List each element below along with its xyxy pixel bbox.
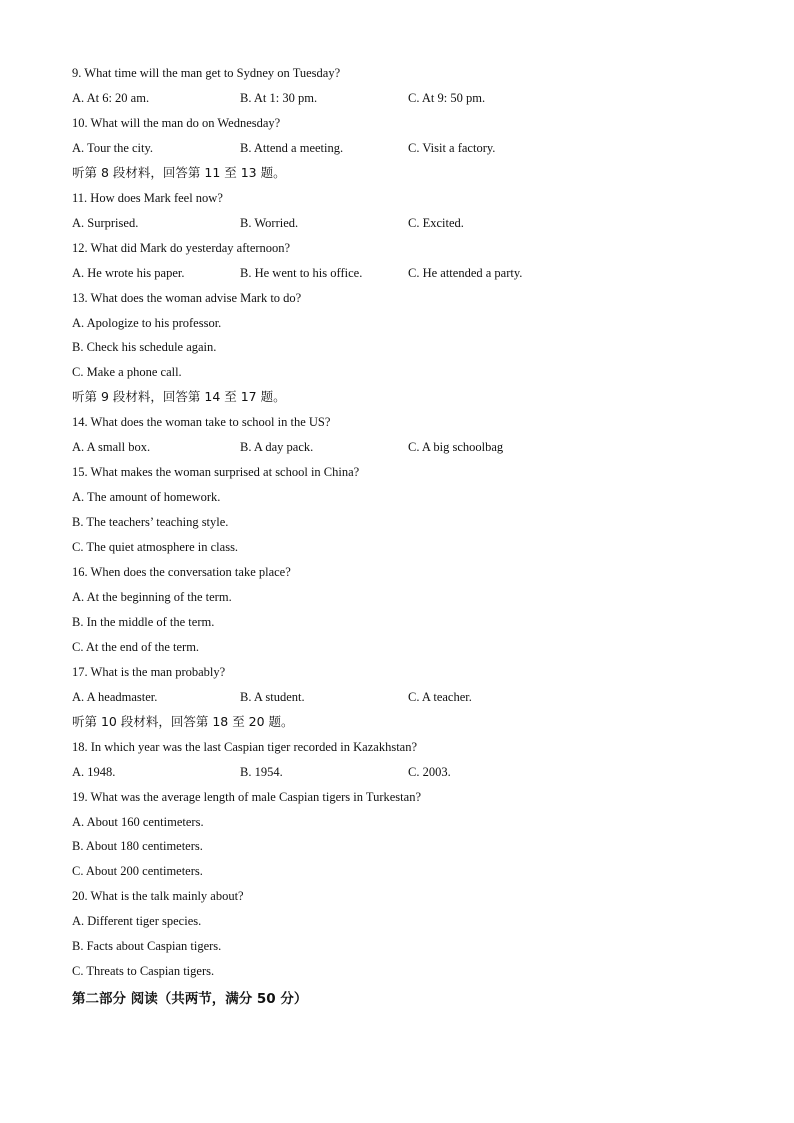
answer-option: C. Make a phone call. [72,365,182,380]
answer-option-c: C. A teacher. [408,689,472,704]
answer-option-b: B. A student. [240,689,305,704]
answer-option: C. About 200 centimeters. [72,864,203,879]
question: 12. What did Mark do yesterday afternoon? [72,240,291,255]
question: 18. In which year was the last Caspian tiger recorded in Kazakhstan? [72,739,418,754]
answer-option-a: A. 1948. [72,764,116,779]
answer-option-c: C. At 9: 50 pm. [408,91,486,105]
answer-option-a: A. A small box. [72,440,151,455]
answer-option: A. Apologize to his professor. [72,315,222,330]
question: 17. What is the man probably? [72,664,226,679]
answer-option-a: A. A headmaster. [72,689,158,704]
section-instruction: 听第 10 段材料，回答第 18 至 20 题。 [72,713,294,729]
question: 15. What makes the woman surprised at school in China? [72,465,360,480]
answer-option-c: C. A big schoolbag [408,440,504,455]
answer-option: A. Different tiger species. [72,914,202,929]
answer-option-a: A. Surprised. [72,215,139,230]
answer-option-c: C. He attended a party. [408,265,523,280]
answer-option-b: B. 1954. [240,764,283,779]
question: 10. What will the man do on Wednesday? [72,115,281,130]
answer-option-c: C. Excited. [408,215,464,230]
section-heading: 第二部分 阅读（共两节，满分 50 分） [72,991,308,1008]
question: 16. When does the conversation take place? [72,565,291,579]
answer-option: C. At the end of the term. [72,639,200,654]
answer-option-a: A. He wrote his paper. [72,265,185,280]
question: 9. What time will the man get to Sydney on Tuesday? [72,66,341,80]
answer-option: C. Threats to Caspian tigers. [72,964,215,979]
answer-option: A. At the beginning of the term. [72,589,232,604]
answer-option: A. About 160 centimeters. [72,814,204,829]
answer-option: B. In the middle of the term. [72,614,215,629]
section-instruction: 听第 9 段材料，回答第 14 至 17 题。 [72,389,286,405]
answer-option-b: B. At 1: 30 pm. [240,91,318,105]
section-instruction: 听第 8 段材料，回答第 11 至 13 题。 [72,164,286,180]
answer-option-c: C. 2003. [408,764,451,779]
answer-option: B. About 180 centimeters. [72,839,203,854]
answer-option-b: B. Attend a meeting. [240,140,344,155]
answer-option: C. The quiet atmosphere in class. [72,540,239,554]
answer-option-b: B. Worried. [240,215,299,230]
question: 13. What does the woman advise Mark to do? [72,290,302,305]
question: 20. What is the talk mainly about? [72,889,244,904]
answer-option-b: B. He went to his office. [240,265,363,280]
question: 14. What does the woman take to school in the US? [72,415,331,430]
answer-option: B. Facts about Caspian tigers. [72,939,222,954]
answer-option: B. Check his schedule again. [72,340,217,355]
question: 19. What was the average length of male Caspian tigers in Turkestan? [72,789,421,804]
answer-option-b: B. A day pack. [240,440,314,455]
answer-option: A. The amount of homework. [72,490,221,505]
answer-option: B. The teachers’ teaching style. [72,515,229,530]
answer-option-c: C. Visit a factory. [408,140,496,155]
answer-option-a: A. At 6: 20 am. [72,91,150,105]
question: 11. How does Mark feel now? [72,190,223,205]
answer-option-a: A. Tour the city. [72,140,154,155]
